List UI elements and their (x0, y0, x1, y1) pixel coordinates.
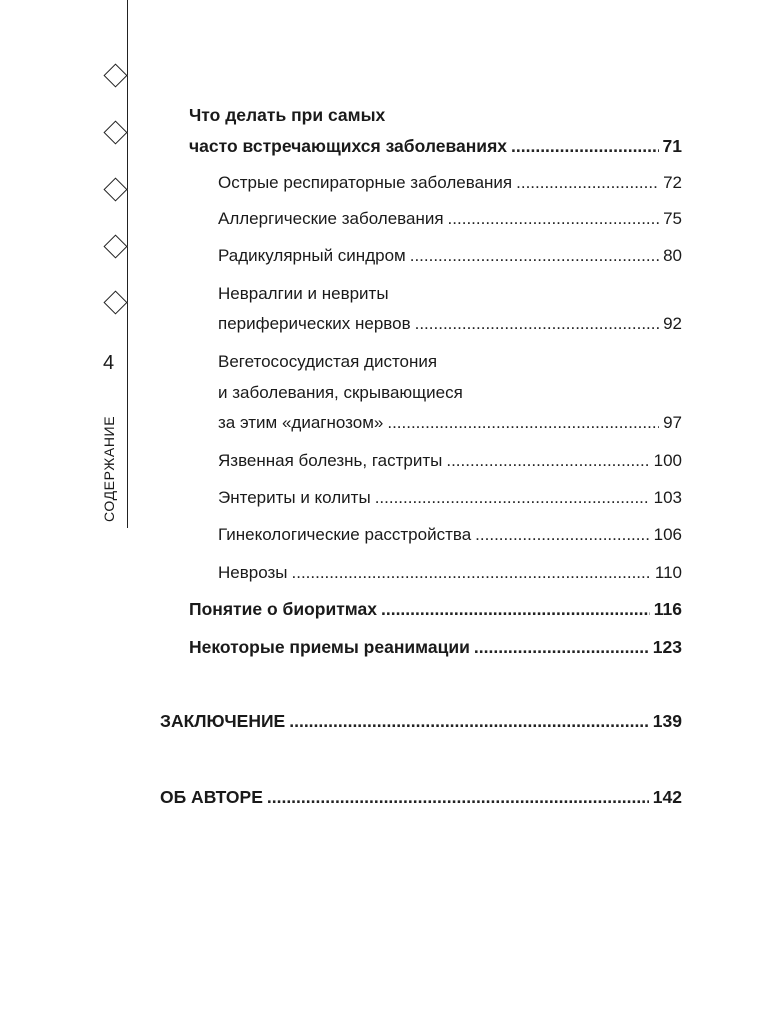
dot-leader (474, 637, 649, 658)
page-number: 4 (103, 352, 115, 374)
toc-entry[interactable] (218, 413, 682, 433)
toc-entry-title-line1: Вегетососудистая дистония (218, 352, 438, 371)
section-label: СОДЕРЖАНИЕ (101, 415, 117, 522)
toc-entry-title: Острые респираторные заболевания (218, 173, 513, 192)
margin-rule (127, 0, 128, 528)
dot-leader (511, 136, 659, 157)
toc-entry[interactable] (218, 488, 682, 508)
dot-leader (475, 525, 649, 545)
diamond-ornament-icon (103, 234, 127, 258)
toc-entry-page: 106 (653, 525, 682, 544)
toc-entry-page: 110 (654, 563, 682, 582)
toc-entry[interactable] (189, 136, 682, 157)
toc-entry-title-line2: и заболевания, скрывающиеся (218, 383, 463, 402)
toc-entry-title: ЗАКЛЮЧЕНИЕ (160, 711, 286, 731)
toc-entry[interactable] (160, 711, 682, 732)
toc-entry[interactable] (218, 246, 682, 266)
diamond-ornament-icon (103, 63, 127, 87)
diamond-ornament-icon (103, 290, 127, 314)
toc-entry-title: Аллергические заболевания (218, 209, 444, 228)
toc-entry-page: 80 (663, 246, 682, 265)
toc-entry-page: 97 (663, 413, 682, 432)
dot-leader (292, 563, 651, 583)
toc-entry-title: Гинекологические расстройства (218, 525, 472, 544)
dot-leader (381, 599, 650, 620)
toc-entry[interactable] (160, 787, 682, 808)
toc-entry-page: 75 (663, 209, 682, 228)
toc-entry-title: Неврозы (218, 563, 288, 582)
toc-entry-page: 139 (652, 711, 682, 731)
dot-leader (387, 413, 659, 433)
toc-entry[interactable] (218, 563, 682, 583)
dot-leader (415, 314, 659, 334)
dot-leader (289, 711, 649, 732)
toc-entry[interactable] (218, 451, 682, 471)
toc-entry[interactable] (189, 599, 682, 620)
diamond-ornament-icon (103, 177, 127, 201)
dot-leader (516, 173, 659, 193)
toc-entry-page: 71 (662, 136, 682, 156)
toc-entry-title: Язвенная болезнь, гастриты (218, 451, 443, 470)
toc-entry-page: 100 (653, 451, 682, 470)
toc-entry-title: Некоторые приемы реанимации (189, 637, 470, 657)
toc-entry-title: ОБ АВТОРЕ (160, 787, 263, 807)
dot-leader (448, 209, 660, 229)
dot-leader (375, 488, 650, 508)
toc-entry-page: 72 (663, 173, 682, 192)
toc-entry-page: 116 (653, 599, 682, 619)
toc-entry[interactable] (218, 209, 682, 229)
toc-entry-page: 123 (652, 637, 682, 657)
toc-entry-title: часто встречающихся заболеваниях (189, 136, 508, 156)
dot-leader (410, 246, 659, 266)
toc-entry[interactable] (218, 314, 682, 334)
toc-entry-page: 92 (663, 314, 682, 333)
toc-entry-title: Понятие о биоритмах (189, 599, 377, 619)
diamond-ornament-icon (103, 120, 127, 144)
dot-leader (446, 451, 649, 471)
toc-entry-title-line1: Невралгии и невриты (218, 284, 389, 303)
toc-entry-title: периферических нервов (218, 314, 411, 333)
toc-entry[interactable] (218, 525, 682, 545)
dot-leader (267, 787, 649, 808)
toc-entry-page: 103 (653, 488, 682, 507)
toc-entry-page: 142 (652, 787, 682, 807)
toc-entry-title: Радикулярный синдром (218, 246, 406, 265)
toc-entry[interactable] (218, 173, 682, 193)
toc-chapter-heading-line1: Что делать при самых (189, 105, 386, 125)
toc-entry-title: Энтериты и колиты (218, 488, 371, 507)
toc-entry[interactable] (189, 637, 682, 658)
toc-entry-title: за этим «диагнозом» (218, 413, 384, 432)
